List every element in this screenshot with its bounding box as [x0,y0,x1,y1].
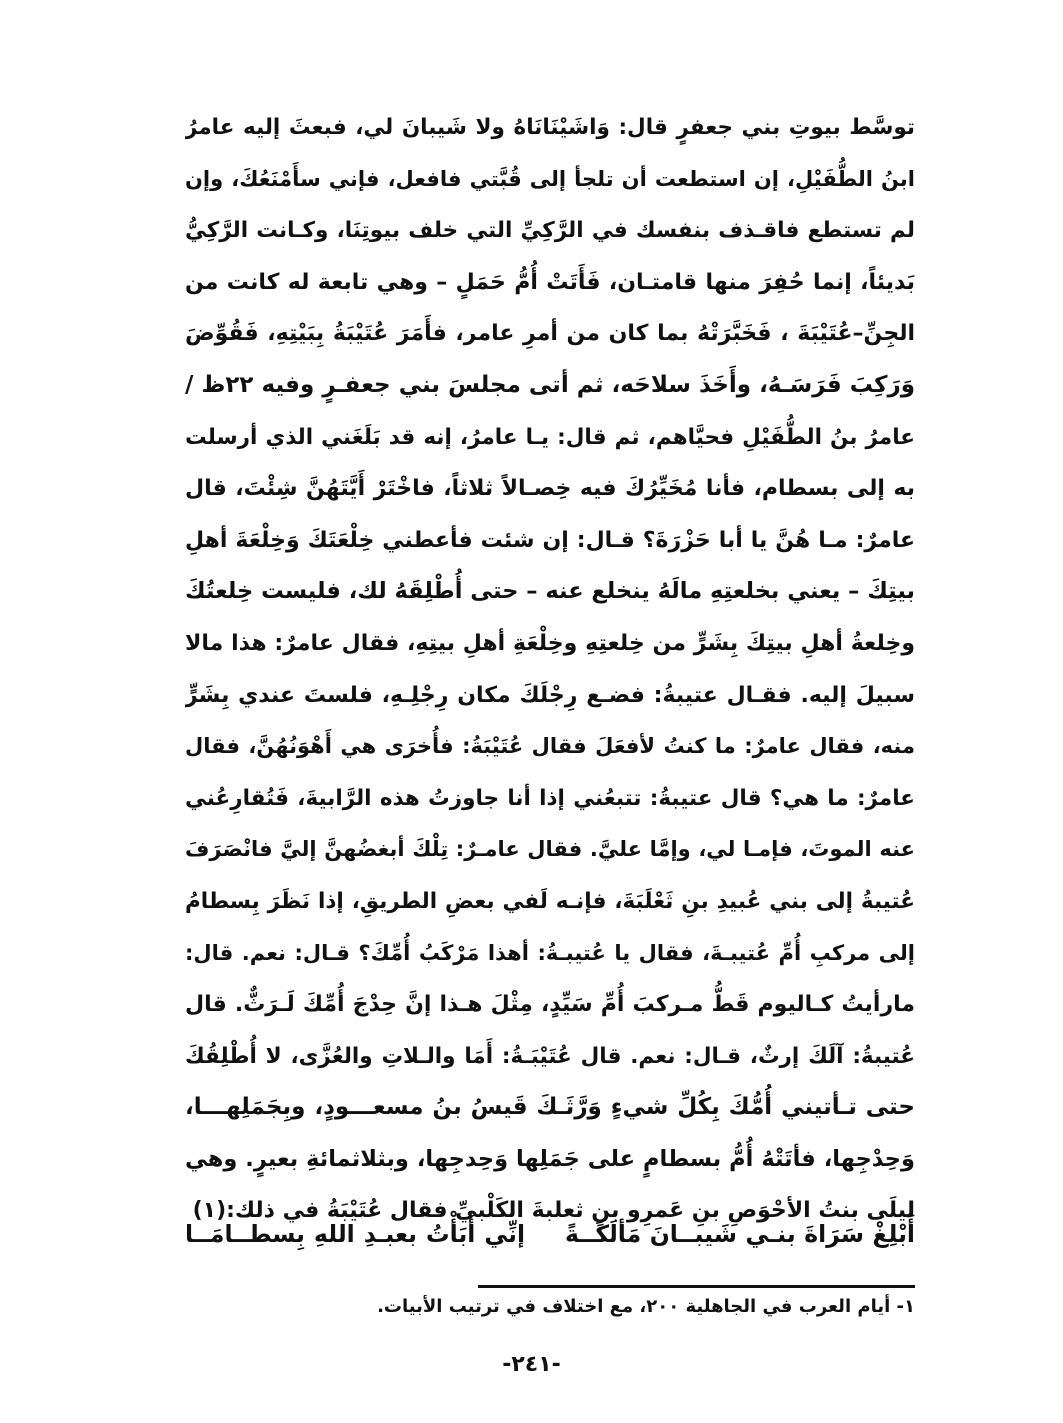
body-line: عُتيبةُ إلى بني عُبيدِ بنِ ثَعْلَبَةَ، فإنـه لَفي بعضِ الطريقِ، إذا نَظَرَ بِسطامُ [185,888,915,914]
body-text [185,102,915,1237]
body-line: ابنُ الطُّفَيْلِ، إن استطعت أن تلجأ إلى قُبَّتي فافعل، فإني سأَمْنَعُكَ، وإن [185,166,915,191]
body-line: إلى مركبِ أُمِّ عُتيبـةَ، فقال يا عُتيبـةُ: أهذا مَرْكَبُ أُمِّكَ؟ قـال: نعم. قال: [185,940,915,965]
poem-verse [185,1208,915,1260]
body-line: مارأيتُ كـاليوم قَطُّ مـركبَ أُمِّ سَيِّدٍ، مِثْلَ هـذا إنَّ حِدْجَ أُمِّكَ لَـرَثٌّ. قال [185,992,915,1018]
body-line: الجِنِّ–عُتَيْبَةَ ، فَخَبَّرَتْهُ بما كان من أمرِ عامر، فأَمَرَ عُتَيْبَةُ بِبَيْتِهِ، فَقُوِّضَ [185,321,915,347]
footnote: ١- أيام العرب في الجاهلية ٢٠٠، مع اختلاف في ترتيب الأبيات. [377,1296,915,1317]
body-line: عامرُ بنُ الطُّفَيْلِ فحيَّاهم، ثم قال: يـا عامرُ، إنه قد بَلَغَني الذي أرسلت [185,424,915,450]
verse-first-hemistich: أَبْلِغْ سَرَاةَ بنـي شَيبــانَ مَألَكَــةً [565,1220,915,1248]
body-line: به إلى بسطام، فأنا مُخَيِّرُكَ فيه خِصـالاً ثلاثاً، فاخْتَرْ أَيَّتَهُنَّ شِئْتَ، قال [185,476,915,502]
body-line: عُتيبةُ: آلَكَ إرثٌ، قـال: نعم. قال عُتَيْبَـةُ: أَمَا والـلاتِ والعُزَّى، لا أُطْلِقُكَ [185,1043,915,1069]
body-line: عامرٌ: مـا هُنَّ يا أبا حَزْرَةَ؟ قـال: إن شئت فأعطني خِلْعَتَكَ وَخِلْعَةَ أهلِ [185,527,915,553]
body-line: حتى تـأتيني أُمُّكَ بِكُلِّ شيءٍ وَرَّثَـكَ قَيسُ بنُ مسعـــودٍ، وبِجَمَلِهـــا، [185,1094,915,1121]
body-line: سبيلَ إليه. فقـال عتيبةُ: فضـع رِجْلَكَ مكان رِجْلِـهِ، فلستَ عندي بِشَرٍّ [185,682,915,708]
body-line: لم تستطع فاقـذف بنفسك في الرَّكِيِّ التي خلف بيوتِنَا، وكـانت الرَّكِيُّ [185,218,915,244]
page-number: -٢٤١- [502,1352,561,1377]
body-line: ليلَى بنتُ الأحْوَصِ بنِ عَمرِو بنِ ثعلبةَ الكَلْبيِّ فقال عُتَيْبَةُ في ذلك:(١) [192,1198,915,1224]
footnote-divider [478,1285,915,1288]
body-line: عنه الموتَ، فإمـا لي، وإمَّا عليَّ. فقال عامـرٌ: تِلْكَ أبغضُهنَّ إليَّ فانْصَرَفَ [185,837,915,862]
body-line: وَرَكِبَ فَرَسَـهُ، وأَخَذَ سلاحَه، ثم أتى مجلسَ بني جعفـرٍ وفيه ٢٢ظ / [185,371,915,398]
body-line: بيتِكَ – يعني بخلعتِهِ مالَهُ ينخلع عنه – حتى أُطْلِقَهُ لك، فليست خِلعتُكَ [185,578,915,605]
body-line: منه، فقال عامرٌ: ما كنتُ لأفعَلَ فقال عُتَيْبَةُ: فأُخرَى هي أَهْوَنُهُنَّ، فقال [185,734,915,759]
body-line: وَحِدْجِها، فأتَتْهُ أُمُّ بسطامٍ على جَمَلِها وَحِدجِها، وبثلاثمائةِ بعيرٍ. وهي [185,1145,915,1172]
body-line: وخِلعةُ أهلِ بيتِكَ بِشَرٍّ من خِلعتِهِ وخِلْعَةِ أهلِ بيتِهِ، فقال عامرٌ: هذا مالا [185,630,915,656]
body-line: توسَّط بيوتِ بني جعفرٍ قال: وَاشَيْنَانَاهُ ولا شَيبانَ لي، فبعثَ إليه عامرُ [185,115,915,140]
verse-second-hemistich: إنِّي أَبَأْتُ بعبـدِ اللهِ بِسطــامَــا [185,1220,525,1248]
body-line: عامرٌ: ما هي؟ قال عتيبةُ: تتبعُني إذا أنا جاوزتُ هذه الرَّابيةَ، فَتُقارِعُني [185,785,915,811]
body-line: بَديئاً، إنما حُفِرَ منها قامتـان، فَأَتَتْ أُمُّ حَمَلٍ – وهي تابعة له كانت من [185,269,915,295]
